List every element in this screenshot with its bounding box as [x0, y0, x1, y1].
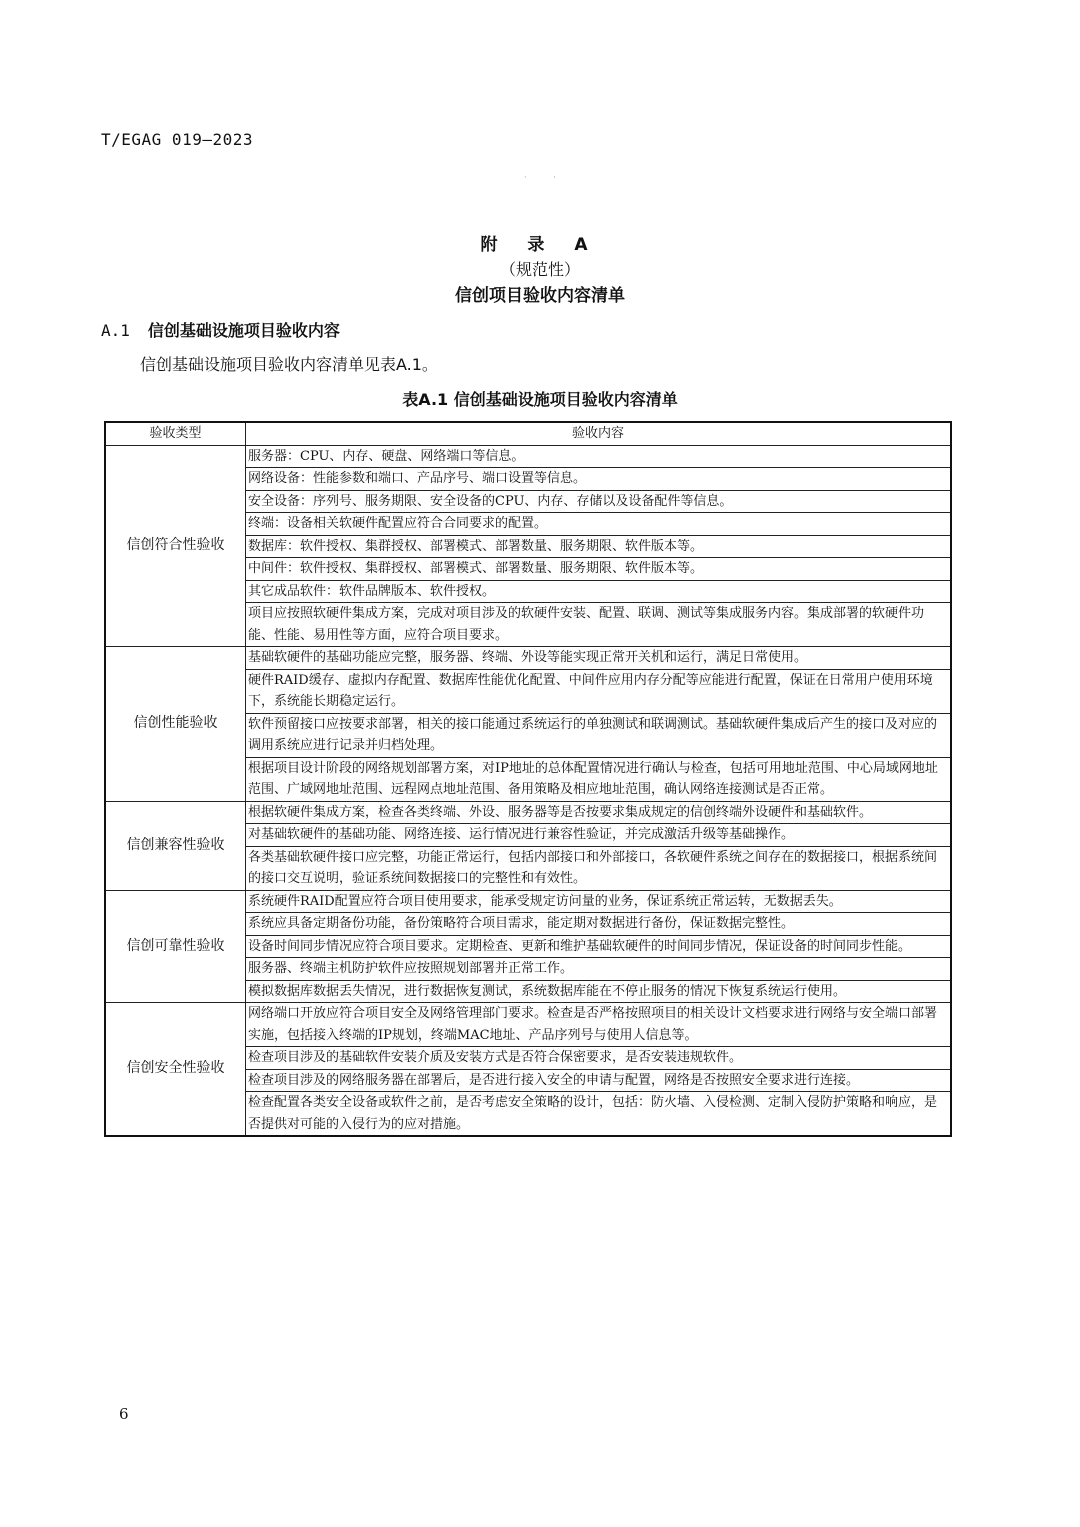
content-cell: 网络端口开放应符合项目安全及网络管理部门要求。检查是否严格按照项目的相关设计文档要求进行网络与安全端口部署实施，包括接入终端的IP规划，终端MAC地址、产品序列号与使用人信息等。 [246, 1003, 952, 1047]
table-row [105, 1003, 951, 1047]
acceptance-table [104, 421, 952, 1137]
scan-dots: · · [524, 173, 568, 182]
content-cell: 检查项目涉及的网络服务器在部署后，是否进行接入安全的申请与配置，网络是否按照安全要求进行连接。 [246, 1069, 952, 1092]
section-intro: 信创基础设施项目验收内容清单见表A.1。 [140, 355, 438, 374]
header-type: 验收类型 [105, 422, 246, 445]
content-cell: 软件预留接口应按要求部署，相关的接口能通过系统运行的单独测试和联调测试。基础软硬件集成后产生的接口及对应的调用系统应进行记录并归档处理。 [246, 713, 952, 757]
content-cell: 网络设备：性能参数和端口、产品序号、端口设置等信息。 [246, 468, 952, 491]
content-cell: 检查项目涉及的基础软件安装介质及安装方式是否符合保密要求，是否安装违规软件。 [246, 1047, 952, 1070]
content-cell: 根据项目设计阶段的网络规划部署方案，对IP地址的总体配置情况进行确认与检查，包括可用地址范围、中心局域网地址范围、广域网地址范围、远程网点地址范围、备用策略及相应地址范围，确认网络连接测试是否正常。 [246, 757, 952, 801]
table-row [105, 890, 951, 913]
content-cell: 数据库：软件授权、集群授权、部署模式、部署数量、服务期限、软件版本等。 [246, 535, 952, 558]
table-row [105, 647, 951, 670]
content-cell: 各类基础软硬件接口应完整，功能正常运行，包括内部接口和外部接口，各软硬件系统之间存在的数据接口，根据系统间的接口交互说明，验证系统间数据接口的完整性和有效性。 [246, 846, 952, 890]
table-row [105, 445, 951, 468]
appendix-title: 附 录 A [480, 235, 600, 255]
table-row [105, 801, 951, 824]
content-cell: 服务器：CPU、内存、硬盘、网络端口等信息。 [246, 445, 952, 468]
content-cell: 中间件：软件授权、集群授权、部署模式、部署数量、服务期限、软件版本等。 [246, 558, 952, 581]
category-cell: 信创可靠性验收 [105, 890, 246, 1003]
content-cell: 基础软硬件的基础功能应完整，服务器、终端、外设等能实现正常开关机和运行，满足日常使用。 [246, 647, 952, 670]
content-cell: 安全设备：序列号、服务期限、安全设备的CPU、内存、存储以及设备配件等信息。 [246, 490, 952, 513]
section-heading [101, 318, 340, 341]
header-content: 验收内容 [246, 422, 952, 445]
page-number: 6 [119, 1405, 129, 1423]
section-number: A.1 [101, 321, 130, 340]
appendix-name: 信创项目验收内容清单 [455, 286, 625, 306]
content-cell: 设备时间同步情况应符合项目要求。定期检查、更新和维护基础软硬件的时间同步情况，保证设备的时间同步性能。 [246, 935, 952, 958]
category-cell: 信创兼容性验收 [105, 801, 246, 890]
content-cell: 检查配置各类安全设备或软件之前，是否考虑安全策略的设计，包括：防火墙、入侵检测、定制入侵防护策略和响应，是否提供对可能的入侵行为的应对措施。 [246, 1092, 952, 1137]
content-cell: 终端：设备相关软硬件配置应符合合同要求的配置。 [246, 513, 952, 536]
content-cell: 服务器、终端主机防护软件应按照规划部署并正常工作。 [246, 958, 952, 981]
document-code: T/EGAG 019—2023 [101, 130, 253, 149]
table-caption: 表A.1 信创基础设施项目验收内容清单 [402, 390, 678, 409]
content-cell: 对基础软硬件的基础功能、网络连接、运行情况进行兼容性验证，并完成激活升级等基础操作。 [246, 824, 952, 847]
section-title: 信创基础设施项目验收内容 [147, 321, 340, 340]
content-cell: 系统应具备定期备份功能，备份策略符合项目需求，能定期对数据进行备份，保证数据完整性。 [246, 913, 952, 936]
category-cell: 信创性能验收 [105, 647, 246, 802]
appendix-subtitle: （规范性） [499, 260, 580, 279]
content-cell: 系统硬件RAID配置应符合项目使用要求，能承受规定访问量的业务，保证系统正常运转，无数据丢失。 [246, 890, 952, 913]
category-cell: 信创符合性验收 [105, 445, 246, 647]
content-cell: 硬件RAID缓存、虚拟内存配置、数据库性能优化配置、中间件应用内存分配等应能进行配置，保证在日常用户使用环境下，系统能长期稳定运行。 [246, 669, 952, 713]
content-cell: 模拟数据库数据丢失情况，进行数据恢复测试，系统数据库能在不停止服务的情况下恢复系统运行使用。 [246, 980, 952, 1003]
content-cell: 根据软硬件集成方案，检查各类终端、外设、服务器等是否按要求集成规定的信创终端外设硬件和基础软件。 [246, 801, 952, 824]
content-cell: 其它成品软件：软件品牌版本、软件授权。 [246, 580, 952, 603]
category-cell: 信创安全性验收 [105, 1003, 246, 1137]
table-header-row [105, 422, 951, 445]
content-cell: 项目应按照软硬件集成方案，完成对项目涉及的软硬件安装、配置、联调、测试等集成服务内容。集成部署的软硬件功能、性能、易用性等方面，应符合项目要求。 [246, 603, 952, 647]
